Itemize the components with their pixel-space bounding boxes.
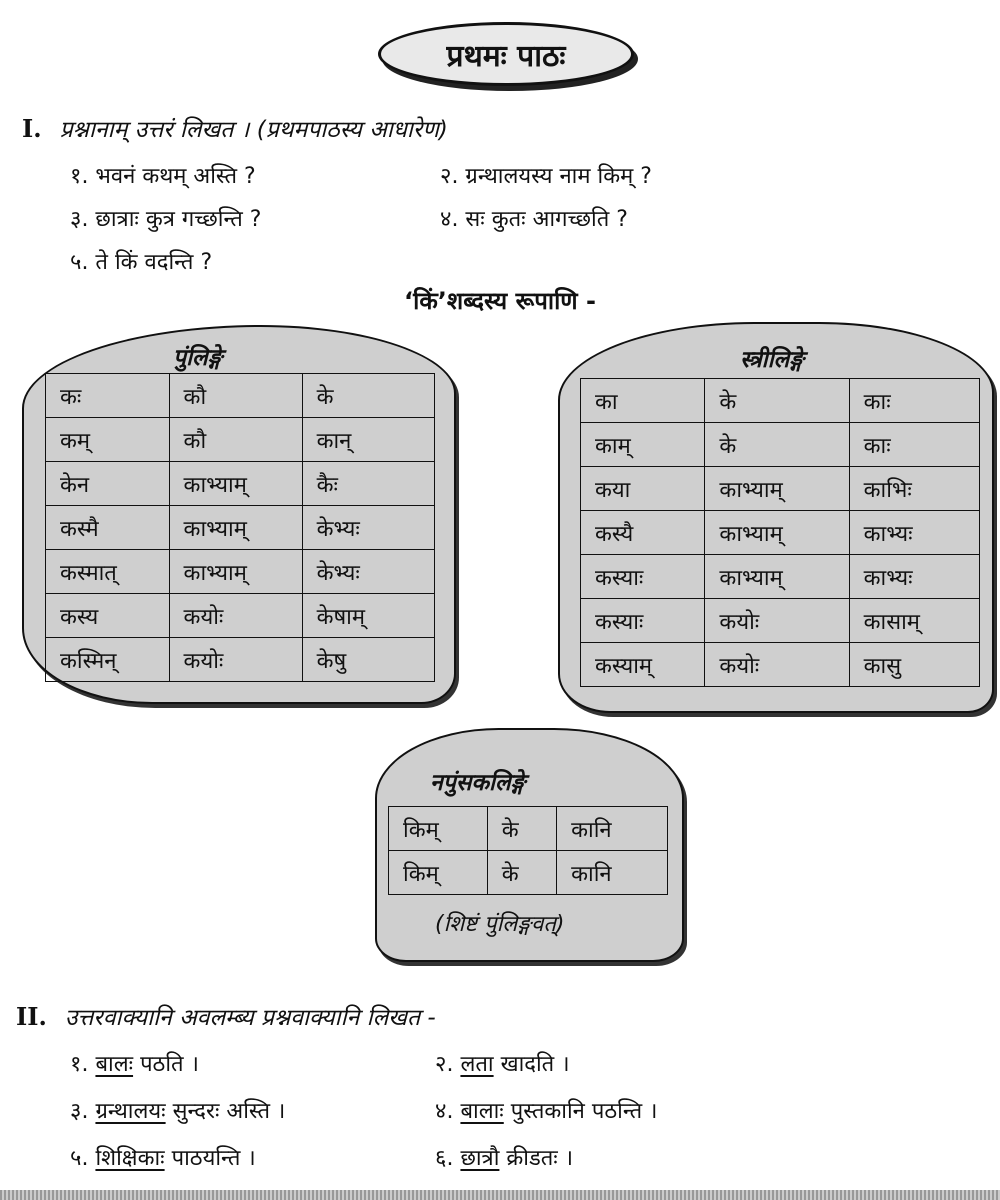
item-rest: पुस्तकानि पठन्ति । (510, 1099, 658, 1124)
forms-title: ‘किं’शब्दस्य रूपाणि - (404, 287, 596, 315)
masculine-cell: कान् (302, 418, 434, 462)
feminine-row (581, 643, 980, 687)
section-1-number: I. (22, 114, 42, 143)
masculine-cell: कैः (302, 462, 434, 506)
item-number: १. (70, 1052, 89, 1077)
feminine-cell: काः (849, 423, 979, 467)
item-number: ६. (435, 1146, 454, 1171)
masculine-cell: कम् (46, 418, 170, 462)
bottom-border (0, 1190, 1000, 1200)
feminine-cell: कस्याम् (581, 643, 705, 687)
item-rest: खादति । (500, 1052, 570, 1077)
masculine-cell: कस्मात् (46, 550, 170, 594)
item-rest: सुन्दरः अस्ति । (172, 1099, 286, 1124)
feminine-row (581, 379, 980, 423)
question-5: ५. ते किं वदन्ति ? (70, 250, 213, 275)
feminine-cell: काभ्यः (849, 555, 979, 599)
underlined-word: लता (460, 1052, 494, 1077)
section-2-item (70, 1142, 256, 1172)
masculine-cell: केषु (302, 638, 434, 682)
masculine-cell: कौ (169, 374, 302, 418)
question-4: ४. सः कुतः आगच्छति ? (440, 207, 628, 232)
section-2-item (435, 1095, 657, 1125)
feminine-cell: कासाम् (849, 599, 979, 643)
item-rest: पठति । (140, 1052, 199, 1077)
underlined-word: बालाः (460, 1099, 504, 1124)
masculine-label: पुंलिङ्गे (173, 345, 223, 371)
masculine-row (46, 374, 435, 418)
feminine-cell: कया (581, 467, 705, 511)
masculine-cell: कः (46, 374, 170, 418)
feminine-label: स्त्रीलिङ्गे (740, 347, 804, 373)
masculine-cell: काभ्याम् (169, 462, 302, 506)
feminine-cell: काभ्याम् (705, 511, 849, 555)
section-2-item (70, 1048, 199, 1078)
question-1: १. भवनं कथम् अस्ति ? (70, 164, 256, 189)
masculine-cell: केषाम् (302, 594, 434, 638)
masculine-row (46, 462, 435, 506)
masculine-cell: केभ्यः (302, 550, 434, 594)
neuter-row (389, 851, 668, 895)
masculine-row (46, 506, 435, 550)
masculine-cell: कस्मै (46, 506, 170, 550)
item-number: ५. (70, 1146, 89, 1171)
question-3: ३. छात्राः कुत्र गच्छन्ति ? (70, 207, 262, 232)
neuter-cell: कानि (557, 851, 668, 895)
masculine-cell: कस्य (46, 594, 170, 638)
masculine-cell: कौ (169, 418, 302, 462)
underlined-word: छात्रौ (460, 1146, 500, 1171)
feminine-row (581, 555, 980, 599)
section-1-heading (22, 112, 448, 144)
item-rest: पाठयन्ति । (171, 1146, 256, 1171)
section-2-text: उत्तरवाक्यानि अवलम्ब्य प्रश्नवाक्यानि लिखत - (64, 1005, 436, 1031)
neuter-row (389, 807, 668, 851)
section-2-item (435, 1142, 573, 1172)
item-number: ४. (435, 1099, 454, 1124)
section-2-number: II. (16, 1002, 47, 1031)
neuter-label: नपुंसकलिङ्गे (430, 770, 526, 796)
masculine-cell: कयोः (169, 638, 302, 682)
feminine-row (581, 467, 980, 511)
feminine-cell: कस्याः (581, 599, 705, 643)
page-title: प्रथमः पाठः (378, 22, 634, 86)
feminine-cell: के (705, 423, 849, 467)
feminine-cell: काभ्याम् (705, 555, 849, 599)
feminine-cell: काम् (581, 423, 705, 467)
neuter-cell: कानि (557, 807, 668, 851)
feminine-cell: काभ्याम् (705, 467, 849, 511)
neuter-cell: के (487, 807, 556, 851)
feminine-cell: के (705, 379, 849, 423)
feminine-cell: काभिः (849, 467, 979, 511)
masculine-cell: कस्मिन् (46, 638, 170, 682)
masculine-row (46, 418, 435, 462)
underlined-word: शिक्षिकाः (95, 1146, 165, 1171)
feminine-cell: कयोः (705, 643, 849, 687)
feminine-cell: कयोः (705, 599, 849, 643)
question-2: २. ग्रन्थालयस्य नाम किम् ? (440, 164, 652, 189)
masculine-cell: काभ्याम् (169, 550, 302, 594)
underlined-word: ग्रन्थालयः (95, 1099, 166, 1124)
section-1-text: प्रश्नानाम् उत्तरं लिखत । (प्रथमपाठस्य आधारेण) (59, 117, 448, 143)
section-2-item (70, 1095, 285, 1125)
item-number: २. (435, 1052, 454, 1077)
feminine-row (581, 511, 980, 555)
neuter-cell: के (487, 851, 556, 895)
masculine-cell: केभ्यः (302, 506, 434, 550)
feminine-cell: काभ्यः (849, 511, 979, 555)
masculine-cell: केन (46, 462, 170, 506)
masculine-cell: काभ्याम् (169, 506, 302, 550)
masculine-cell: के (302, 374, 434, 418)
feminine-cell: काः (849, 379, 979, 423)
feminine-row (581, 423, 980, 467)
section-2-item (435, 1048, 570, 1078)
neuter-cell: किम् (389, 851, 488, 895)
feminine-cell: कस्याः (581, 555, 705, 599)
neuter-cell: किम् (389, 807, 488, 851)
feminine-cell: कासु (849, 643, 979, 687)
masculine-table (45, 373, 435, 682)
neuter-note: (शिष्टं पुंलिङ्गवत्) (435, 912, 565, 937)
masculine-cell: कयोः (169, 594, 302, 638)
masculine-row (46, 638, 435, 682)
section-2-heading (16, 1000, 436, 1032)
underlined-word: बालः (95, 1052, 134, 1077)
item-rest: क्रीडतः । (506, 1146, 574, 1171)
neuter-table (388, 806, 668, 895)
feminine-cell: कस्यै (581, 511, 705, 555)
item-number: ३. (70, 1099, 89, 1124)
masculine-row (46, 594, 435, 638)
masculine-row (46, 550, 435, 594)
feminine-row (581, 599, 980, 643)
feminine-table (580, 378, 980, 687)
feminine-cell: का (581, 379, 705, 423)
